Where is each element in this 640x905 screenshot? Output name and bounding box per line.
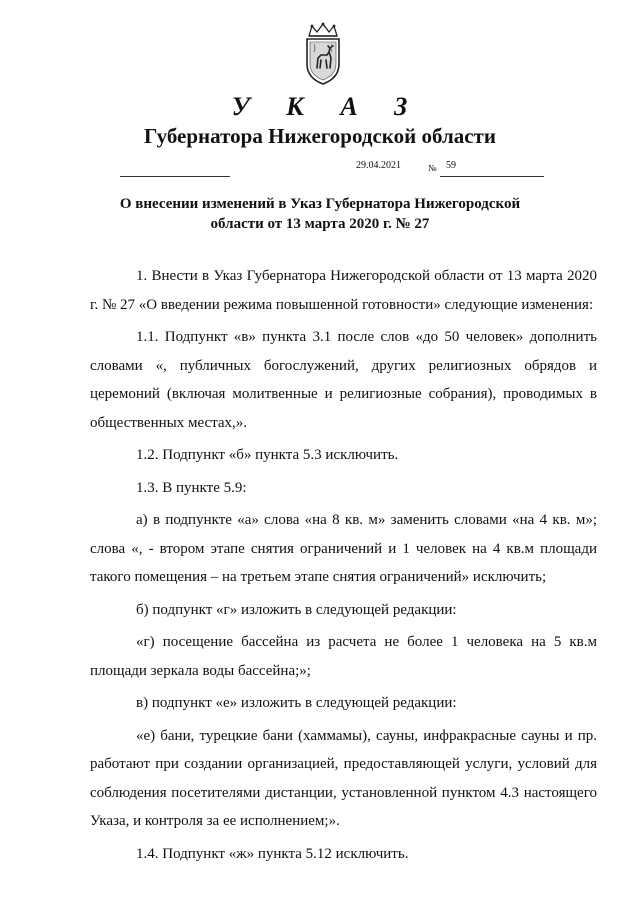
paragraph: «г) посещение бассейна из расчета не более 1 человека на 5 кв.м площади зеркала воды бассейна;»; xyxy=(90,634,597,679)
registration-date: 29.04.2021 xyxy=(356,160,401,171)
paragraph: 1. Внести в Указ Губернатора Нижегородской области от 13 марта 2020 г. № 27 «О введении режима повышенной готовности» следующие изменения: xyxy=(90,268,597,313)
paragraph: «е) бани, турецкие бани (хаммамы), сауны, инфракрасные сауны и пр. работают при создании организацией, предоставляющей услуги, условий для соблюдения посетителями дистанции, установленной пунктом 4.3 настоящего Указа, и контроля за ее исполнением;». xyxy=(90,727,597,829)
document-type-title: У К А З xyxy=(231,92,423,121)
paragraph: 1.2. Подпункт «б» пункта 5.3 исключить. xyxy=(136,447,399,463)
paragraph: 1.3. В пункте 5.9: xyxy=(136,479,247,496)
paragraph: в) подпункт «е» изложить в следующей редакции: xyxy=(136,695,457,711)
date-signature-line xyxy=(120,160,230,177)
registration-number: 59 xyxy=(446,160,456,171)
paragraph: 1.1. Подпункт «в» пункта 3.1 после слов «до 50 человек» дополнить словами «, публичных богослужений, других религиозных обрядов и церемоний (включая молитвенные и религиозные собрания), проводимых в общественных местах,». xyxy=(90,329,597,431)
coat-of-arms-icon xyxy=(300,22,346,86)
document-subject: О внесении изменений в Указ Губернатора Нижегородской области от 13 марта 2020 г. № 27 xyxy=(119,196,521,232)
issuer-title: Губернатора Нижегородской области xyxy=(144,124,496,148)
paragraph: 1.4. Подпункт «ж» пункта 5.12 исключить. xyxy=(136,845,409,862)
paragraph: б) подпункт «г» изложить в следующей редакции: xyxy=(136,601,457,618)
document-body xyxy=(90,262,597,872)
registration-number-label: № xyxy=(428,163,437,173)
paragraph: а) в подпункте «а» слова «на 8 кв. м» заменить словами «на 4 кв. м»; слова «, - втором этапе снятия ограничений и 1 человек на 4 кв.м площади такого помещения – на третьем этапе снятия ограничений» исключить; xyxy=(90,512,597,585)
